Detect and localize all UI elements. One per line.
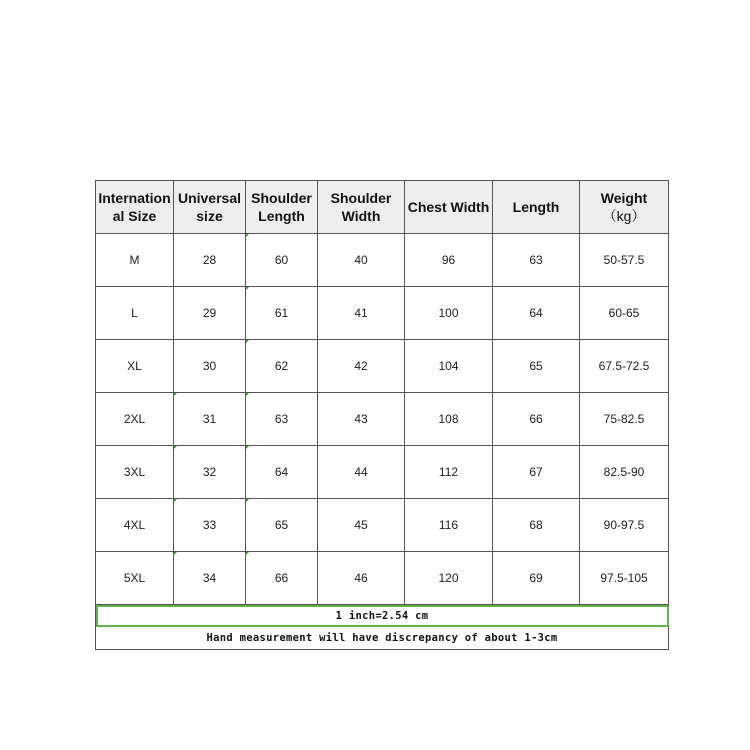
cell-shoulder-width: 42 — [318, 340, 405, 393]
cell-universal-size: 33 — [174, 499, 246, 552]
table-row-xl — [96, 340, 669, 393]
cell-international-size: M — [96, 234, 174, 287]
cell-chest-width: 104 — [405, 340, 493, 393]
cell-length: 66 — [493, 393, 580, 446]
header-length: Length — [493, 181, 580, 234]
cell-shoulder-length: 66 — [246, 552, 318, 605]
cell-length: 67 — [493, 446, 580, 499]
cell-length: 69 — [493, 552, 580, 605]
table-row-2xl — [96, 393, 669, 446]
header-shoulder-width: Shoulder Width — [318, 181, 405, 234]
cell-shoulder-width: 44 — [318, 446, 405, 499]
cell-weight: 82.5-90 — [580, 446, 669, 499]
cell-shoulder-width: 45 — [318, 499, 405, 552]
cell-international-size: 4XL — [96, 499, 174, 552]
cell-length: 64 — [493, 287, 580, 340]
cell-weight: 90-97.5 — [580, 499, 669, 552]
cell-weight: 60-65 — [580, 287, 669, 340]
cell-shoulder-width: 46 — [318, 552, 405, 605]
header-universal-size: Universal size — [174, 181, 246, 234]
cell-international-size: L — [96, 287, 174, 340]
cell-weight: 67.5-72.5 — [580, 340, 669, 393]
cell-international-size: XL — [96, 340, 174, 393]
header-chest-width: Chest Width — [405, 181, 493, 234]
header-row — [96, 181, 669, 234]
header-international-size: Internation al Size — [96, 181, 174, 234]
table-row-4xl — [96, 499, 669, 552]
cell-universal-size: 32 — [174, 446, 246, 499]
cell-shoulder-length: 65 — [246, 499, 318, 552]
cell-international-size: 2XL — [96, 393, 174, 446]
table-row-m — [96, 234, 669, 287]
conversion-note-row — [96, 605, 669, 627]
cell-shoulder-width: 41 — [318, 287, 405, 340]
cell-shoulder-length: 63 — [246, 393, 318, 446]
cell-chest-width: 112 — [405, 446, 493, 499]
cell-weight: 97.5-105 — [580, 552, 669, 605]
cell-universal-size: 28 — [174, 234, 246, 287]
cell-shoulder-length: 62 — [246, 340, 318, 393]
cell-chest-width: 116 — [405, 499, 493, 552]
header-shoulder-length: Shoulder Length — [246, 181, 318, 234]
cell-shoulder-width: 40 — [318, 234, 405, 287]
cell-shoulder-width: 43 — [318, 393, 405, 446]
conversion-note: 1 inch=2.54 cm — [96, 605, 669, 627]
table-row-3xl — [96, 446, 669, 499]
cell-universal-size: 31 — [174, 393, 246, 446]
cell-universal-size: 29 — [174, 287, 246, 340]
cell-universal-size: 30 — [174, 340, 246, 393]
cell-chest-width: 120 — [405, 552, 493, 605]
cell-international-size: 5XL — [96, 552, 174, 605]
header-weight: Weight （kg） — [580, 181, 669, 234]
cell-length: 63 — [493, 234, 580, 287]
cell-chest-width: 96 — [405, 234, 493, 287]
table-row-l — [96, 287, 669, 340]
cell-chest-width: 100 — [405, 287, 493, 340]
discrepancy-note: Hand measurement will have discrepancy of about 1-3cm — [96, 627, 669, 650]
cell-weight: 50-57.5 — [580, 234, 669, 287]
discrepancy-note-row — [96, 627, 669, 650]
cell-length: 68 — [493, 499, 580, 552]
cell-shoulder-length: 60 — [246, 234, 318, 287]
cell-international-size: 3XL — [96, 446, 174, 499]
cell-shoulder-length: 61 — [246, 287, 318, 340]
cell-chest-width: 108 — [405, 393, 493, 446]
table-row-5xl — [96, 552, 669, 605]
cell-shoulder-length: 64 — [246, 446, 318, 499]
cell-weight: 75-82.5 — [580, 393, 669, 446]
size-chart-table — [95, 180, 669, 650]
cell-universal-size: 34 — [174, 552, 246, 605]
cell-length: 65 — [493, 340, 580, 393]
